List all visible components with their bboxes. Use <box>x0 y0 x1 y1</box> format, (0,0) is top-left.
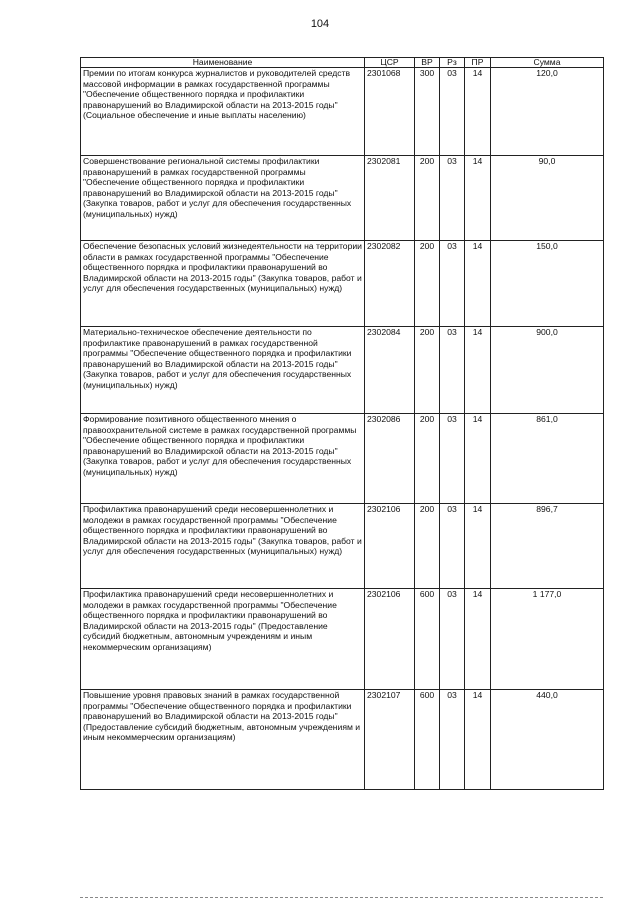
table-row <box>81 156 604 241</box>
row-rz: 03 <box>440 690 465 790</box>
row-pr: 14 <box>465 589 491 690</box>
row-sum: 861,0 <box>491 414 604 504</box>
row-csr: 2302086 <box>365 414 415 504</box>
row-pr: 14 <box>465 690 491 790</box>
table-row <box>81 68 604 156</box>
row-sum: 440,0 <box>491 690 604 790</box>
row-pr: 14 <box>465 156 491 241</box>
row-csr: 2302106 <box>365 504 415 589</box>
table-row <box>81 504 604 589</box>
row-rz: 03 <box>440 68 465 156</box>
page-number: 104 <box>310 18 330 30</box>
row-csr: 2301068 <box>365 68 415 156</box>
row-vr: 200 <box>415 156 440 241</box>
row-rz: 03 <box>440 241 465 327</box>
row-csr: 2302107 <box>365 690 415 790</box>
row-sum: 896,7 <box>491 504 604 589</box>
row-rz: 03 <box>440 327 465 414</box>
row-vr: 200 <box>415 241 440 327</box>
row-csr: 2302106 <box>365 589 415 690</box>
header-csr: ЦСР <box>365 58 415 68</box>
row-pr: 14 <box>465 327 491 414</box>
row-pr: 14 <box>465 241 491 327</box>
row-pr: 14 <box>465 414 491 504</box>
row-rz: 03 <box>440 156 465 241</box>
header-sum: Сумма <box>491 58 604 68</box>
row-name: Повышение уровня правовых знаний в рамках государственной программы "Обеспечение общественного порядка и профилактики правонарушений во Владимирской области на 2013-2015 годы" (Предоставление субсидий бюджетным, автономным учреждениям и иным некоммерческим организациям) <box>81 690 365 790</box>
row-vr: 600 <box>415 589 440 690</box>
header-name: Наименование <box>81 58 365 68</box>
row-name: Профилактика правонарушений среди несовершеннолетних и молодежи в рамках государственной программы "Обеспечение общественного порядка и профилактики правонарушений во Владимирской области на 2013-2015 годы" (Предоставление субсидий бюджетным, автономным учреждениям и иным некоммерческим организациям) <box>81 589 365 690</box>
row-rz: 03 <box>440 589 465 690</box>
row-name: Профилактика правонарушений среди несовершеннолетних и молодежи в рамках государственной программы "Обеспечение общественного порядка и профилактики правонарушений во Владимирской области на 2013-2015 годы" (Закупка товаров, работ и услуг для обеспечения государственных (муниципальных) нужд) <box>81 504 365 589</box>
row-name: Материально-техническое обеспечение деятельности по профилактике правонарушений в рамках государственной программы "Обеспечение общественного порядка и профилактики правонарушений во Владимирской области на 2013-2015 годы" (Закупка товаров, работ и услуг для обеспечения государственных (муниципальных) нужд) <box>81 327 365 414</box>
row-csr: 2302084 <box>365 327 415 414</box>
table-header-row <box>81 58 604 68</box>
row-sum: 1 177,0 <box>491 589 604 690</box>
header-rz: Рз <box>440 58 465 68</box>
row-vr: 300 <box>415 68 440 156</box>
row-vr: 200 <box>415 414 440 504</box>
row-sum: 900,0 <box>491 327 604 414</box>
row-csr: 2302081 <box>365 156 415 241</box>
row-csr: 2302082 <box>365 241 415 327</box>
table-row <box>81 414 604 504</box>
row-vr: 200 <box>415 504 440 589</box>
table-row <box>81 327 604 414</box>
page-bottom-edge <box>80 897 603 898</box>
header-vr: ВР <box>415 58 440 68</box>
row-vr: 200 <box>415 327 440 414</box>
row-rz: 03 <box>440 414 465 504</box>
row-pr: 14 <box>465 504 491 589</box>
row-rz: 03 <box>440 504 465 589</box>
row-sum: 120,0 <box>491 68 604 156</box>
table-row <box>81 589 604 690</box>
header-pr: ПР <box>465 58 491 68</box>
row-sum: 90,0 <box>491 156 604 241</box>
row-pr: 14 <box>465 68 491 156</box>
table-row <box>81 241 604 327</box>
row-name: Совершенствование региональной системы профилактики правонарушений в рамках государственной программы "Обеспечение общественного порядка и профилактики правонарушений во Владимирской области на 2013-2015 годы" (Закупка товаров, работ и услуг для обеспечения государственных (муниципальных) нужд) <box>81 156 365 241</box>
row-name: Премии по итогам конкурса журналистов и руководителей средств массовой информации в рамках государственной программы "Обеспечение общественного порядка и профилактики правонарушений во Владимирской области на 2013-2015 годы" (Социальное обеспечение и иные выплаты населению) <box>81 68 365 156</box>
budget-table <box>80 57 604 790</box>
row-sum: 150,0 <box>491 241 604 327</box>
row-name: Обеспечение безопасных условий жизнедеятельности на территории области в рамках государственной программы "Обеспечение общественного порядка и профилактики правонарушений во Владимирской области на 2013-2015 годы" (Закупка товаров, работ и услуг для обеспечения государственных (муниципальных) нужд) <box>81 241 365 327</box>
row-vr: 600 <box>415 690 440 790</box>
row-name: Формирование позитивного общественного мнения о правоохранительной системе в рамках государственной программы "Обеспечение общественного порядка и профилактики правонарушений во Владимирской области на 2013-2015 годы" (Закупка товаров, работ и услуг для обеспечения государственных (муниципальных) нужд) <box>81 414 365 504</box>
table-row <box>81 690 604 790</box>
